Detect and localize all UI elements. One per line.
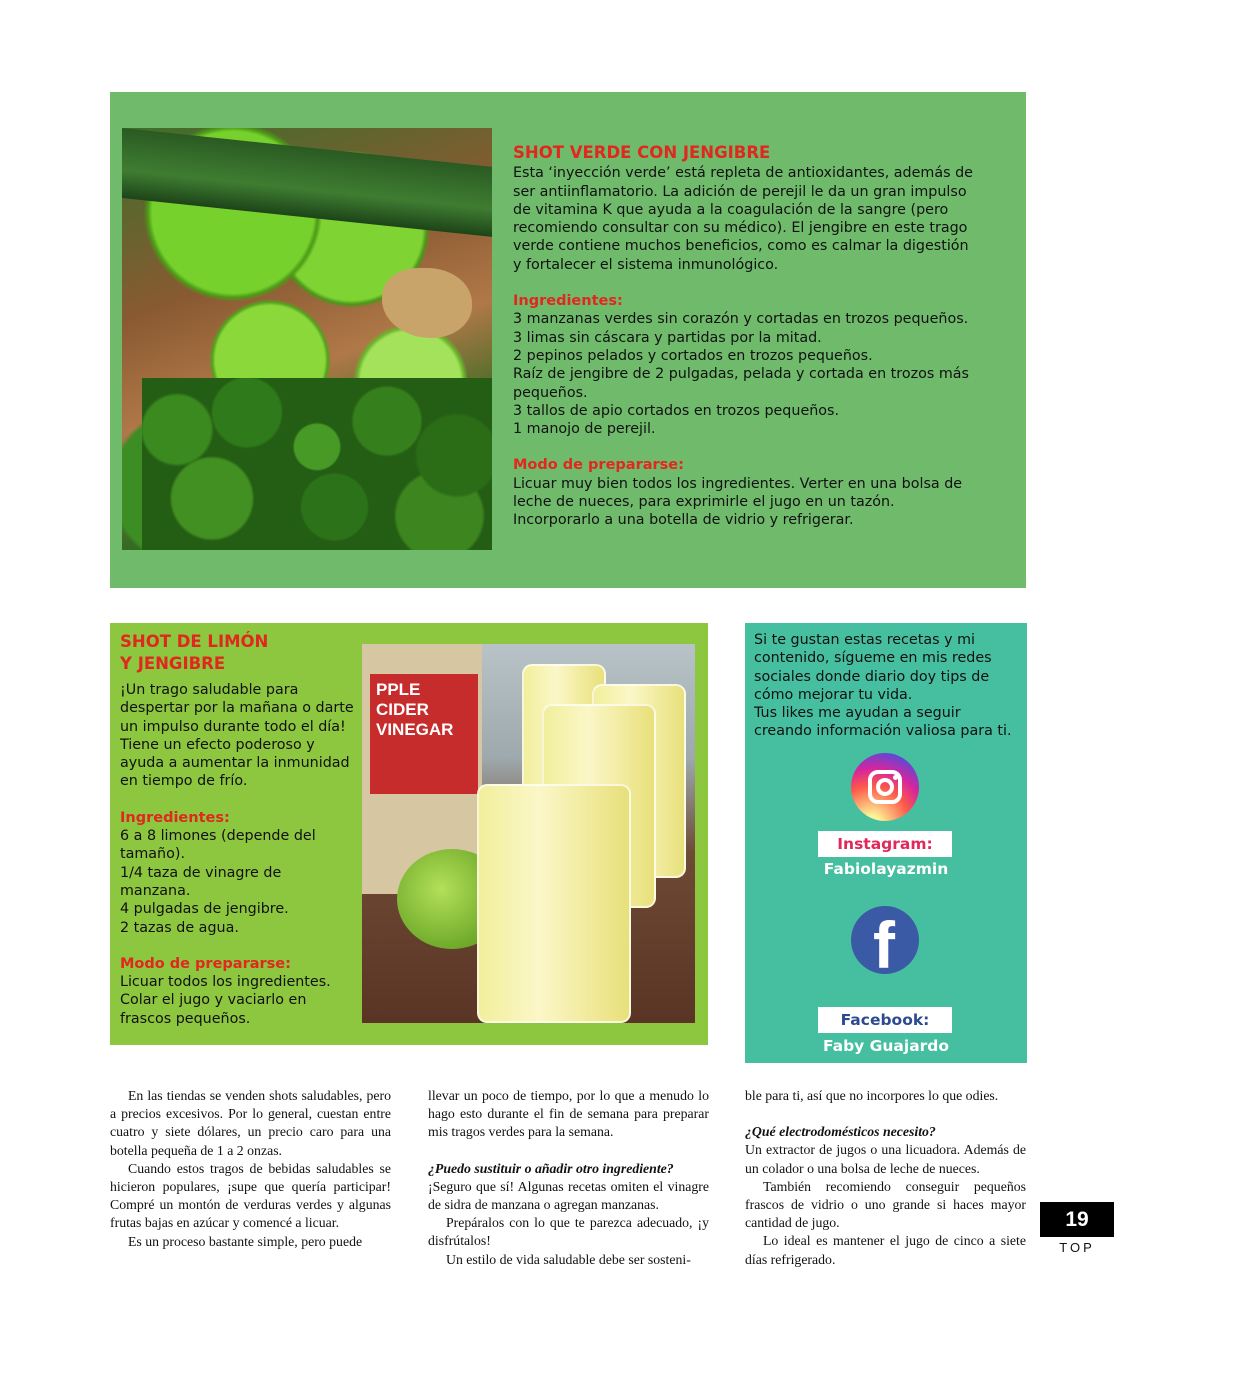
article-paragraph: Es un proceso bastante simple, pero puede <box>128 1233 363 1249</box>
cucumber-image <box>122 128 492 237</box>
article-paragraph: En las tiendas se venden shots saludables, pero a precios excesivos. Por lo general, cuestan entre cuatro y siete dólares, un precio caro para una botella pequeña de 1 a 2 onzas. <box>110 1088 391 1158</box>
recipe-title: SHOT VERDE CON JENGIBRE <box>513 143 771 162</box>
recipe-intro: ¡Un trago saludable para despertar por la mañana o darte un impulso durante todo el día! <box>120 682 354 735</box>
ginger-image <box>382 268 472 338</box>
article-paragraph: También recomiendo conseguir pequeños frascos de vidrio o uno grande si haces mayor cantidad de jugo. <box>745 1178 1026 1231</box>
article-paragraph: ble para ti, así que no incorpores lo que odies. <box>745 1088 999 1103</box>
article-paragraph: llevar un poco de tiempo, por lo que a menudo lo hago esto durante el fin de semana para preparar mis tragos verdes para la semana. <box>428 1088 709 1140</box>
ingredient-item: Raíz de jengibre de 2 pulgadas, pelada y cortada en trozos más pequeños. <box>513 366 969 401</box>
instagram-icon[interactable] <box>851 753 919 821</box>
ingredient-item: 1 manojo de perejil. <box>513 421 656 438</box>
facebook-handle[interactable]: Faby Guajardo <box>822 1037 950 1055</box>
article-question: ¿Puedo sustituir o añadir otro ingrediente? <box>428 1160 674 1176</box>
section-tag: TOP <box>1059 1240 1095 1255</box>
recipe-title-line2: Y JENGIBRE <box>120 654 226 673</box>
ingredient-item: 6 a 8 limones (depende del tamaño). <box>120 828 316 863</box>
social-text <box>754 631 1019 741</box>
recipe-intro-2: Tiene un efecto poderoso y ayuda a aumentar la inmunidad en tiempo de frío. <box>120 736 350 790</box>
facebook-label: Facebook: <box>818 1007 952 1033</box>
green-shot-text <box>513 144 973 530</box>
article-question: ¿Qué electrodomésticos necesito? <box>745 1124 936 1140</box>
social-thanks: Tus likes me ayudan a seguir creando información valiosa para ti. <box>754 705 1012 740</box>
page-number: 19 <box>1040 1202 1114 1237</box>
lemon-shot-recipe-box <box>110 623 708 1045</box>
article-column-1 <box>110 1087 391 1251</box>
lemon-shot-text <box>120 631 356 1028</box>
social-media-box <box>745 623 1027 1063</box>
article-paragraph: Lo ideal es mantener el jugo de cinco a siete días refrigerado. <box>745 1233 1026 1267</box>
ingredient-item: 3 manzanas verdes sin corazón y cortadas en trozos pequeños. <box>513 311 969 328</box>
article-paragraph: ¡Seguro que sí! Algunas recetas omiten el vinagre de sidra de manzana o agregan manzanas. <box>428 1178 709 1213</box>
ingredient-item: 4 pulgadas de jengibre. <box>120 901 289 918</box>
ingredient-item: 3 limas sin cáscara y partidas por la mitad. <box>513 329 822 346</box>
recipe-intro: Esta ‘inyección verde’ está repleta de antioxidantes, además de ser antiinflamatorio. La adición de perejil le da un gran impulso de vitamina K que ayuda a la coagulación de la sangre (pero recomiendo consultar con su médico). El jengibre en este trago verde contiene muchos beneficios, como es calmar la digestión y fortalecer el sistema inmunológico. <box>513 165 973 273</box>
method-heading: Modo de prepararse: <box>513 457 684 474</box>
lemon-shots-photo <box>362 644 695 1023</box>
article-paragraph: Un extractor de jugos o una licuadora. Además de un colador o una bolsa de leche de nueces. <box>745 1142 1026 1176</box>
ingredient-item: 1/4 taza de vinagre de manzana. <box>120 864 282 899</box>
recipe-title <box>120 631 356 675</box>
article-column-3 <box>745 1087 1026 1269</box>
recipe-title-line1: SHOT DE LIMÓN <box>120 632 269 651</box>
article-paragraph: Un estilo de vida saludable debe ser sosteni- <box>446 1251 691 1267</box>
article-paragraph: Prepáralos con lo que te parezca adecuado, ¡y disfrútalos! <box>428 1215 709 1249</box>
ingredients-heading: Ingredientes: <box>120 809 230 826</box>
parsley-image <box>142 378 492 550</box>
method-text: Licuar todos los ingredientes. Colar el jugo y vaciarlo en frascos pequeños. <box>120 974 331 1027</box>
article-paragraph: Cuando estos tragos de bebidas saludables se hicieron populares, ¡supe que quería participar! Compré un montón de verduras verdes y algunas frutas bajas en azúcar y comencé a licuar. <box>110 1160 391 1231</box>
facebook-icon[interactable]: f <box>851 906 919 974</box>
instagram-handle[interactable]: Fabiolayazmin <box>823 860 949 878</box>
ingredient-item: 3 tallos de apio cortados en trozos pequeños. <box>513 402 840 419</box>
social-invite: Si te gustan estas recetas y mi contenido, sígueme en mis redes sociales donde diario doy tips de cómo mejorar tu vida. <box>754 632 992 703</box>
ingredient-item: 2 tazas de agua. <box>120 919 239 936</box>
ingredient-item: 2 pepinos pelados y cortados en trozos pequeños. <box>513 347 873 364</box>
article-column-2 <box>428 1087 709 1269</box>
instagram-label: Instagram: <box>818 831 952 857</box>
vinegar-label: PPLE CIDER VINEGAR <box>370 674 478 794</box>
jar-image <box>477 784 631 1023</box>
green-vegetables-photo <box>122 128 492 550</box>
ingredients-heading: Ingredientes: <box>513 293 623 310</box>
method-heading: Modo de prepararse: <box>120 955 291 972</box>
method-text: Licuar muy bien todos los ingredientes. Verter en una bolsa de leche de nueces, para exprimirle el jugo en un tazón. Incorporarlo a una botella de vidrio y refrigerar. <box>513 475 963 529</box>
green-shot-recipe-box <box>110 92 1026 588</box>
